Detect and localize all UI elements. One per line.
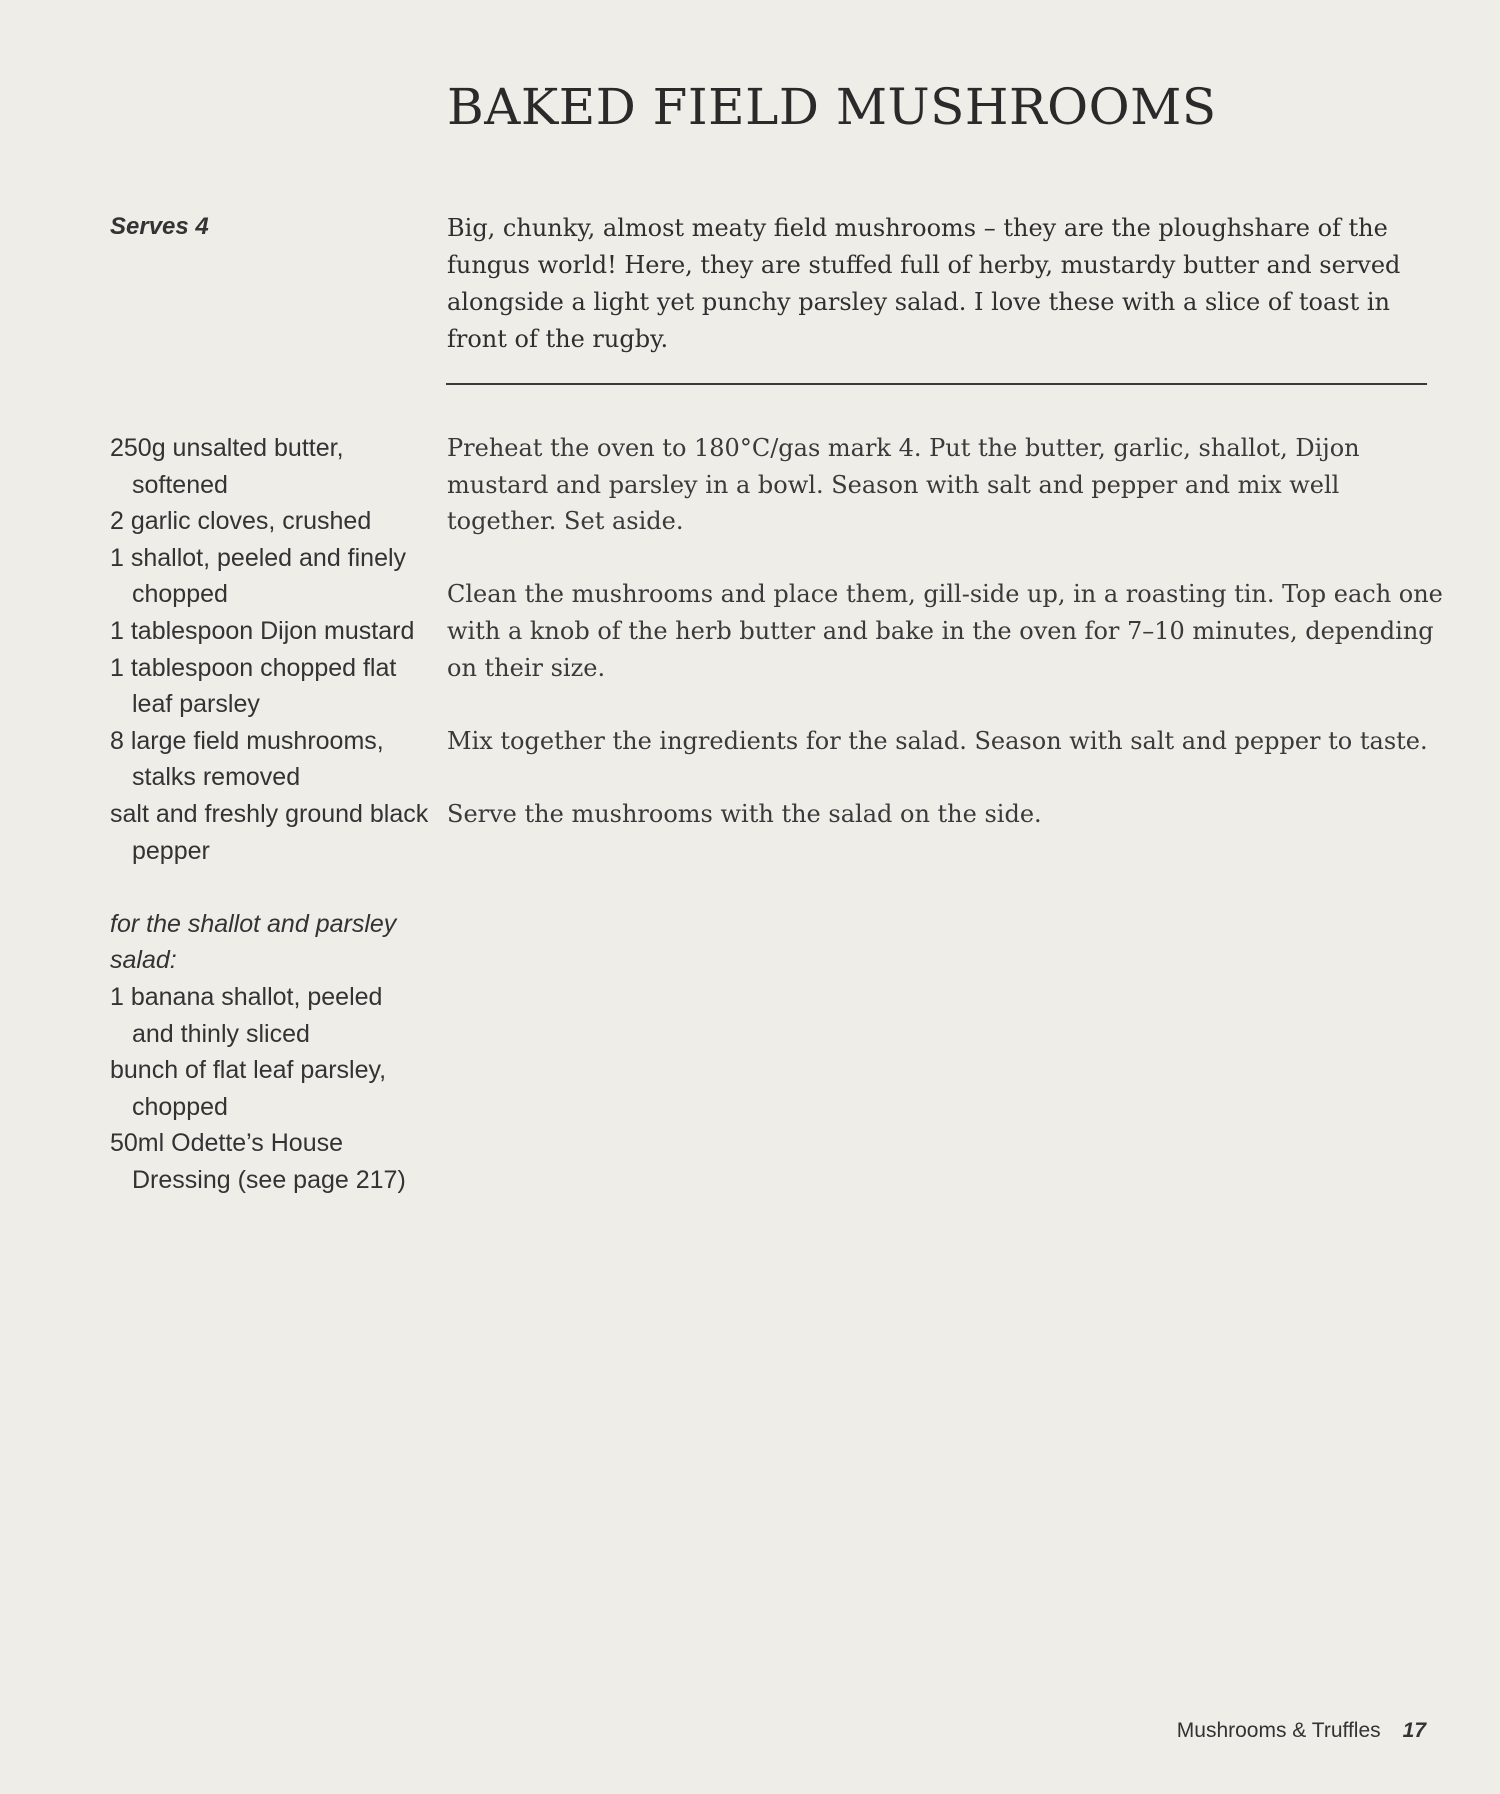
salad-ingredient-item: bunch of flat leaf parsley, chopped <box>110 1056 387 1121</box>
recipe-intro: Big, chunky, almost meaty field mushrooms – they are the ploughshare of the fungus world! Here, they are stuffed full of herby, mustardy butter and served alongside a light yet punchy parsley salad. I love these with a slice of toast in front of the rugby. <box>447 214 1401 353</box>
ingredient-item: 2 garlic cloves, crushed <box>110 507 372 536</box>
method-step: Preheat the oven to 180°C/gas mark 4. Put the butter, garlic, shallot, Dijon mustard and parsley in a bowl. Season with salt and pepper and mix well together. Set aside. <box>447 434 1360 536</box>
ingredient-item: salt and freshly ground black pepper <box>110 799 429 865</box>
serves-label: Serves 4 <box>110 213 209 240</box>
salad-subheading: for the shallot and parsley salad: <box>110 909 397 975</box>
divider-rule <box>446 383 1427 385</box>
ingredient-item: 8 large field mushrooms, stalks removed <box>110 726 384 792</box>
ingredients-list <box>110 430 430 1198</box>
method-steps <box>447 430 1447 869</box>
section-name: Mushrooms & Truffles <box>1176 1719 1381 1742</box>
recipe-title: BAKED FIELD MUSHROOMS <box>447 78 1217 136</box>
salad-ingredient-item: 1 banana shallot, peeled and thinly sliced <box>110 982 383 1048</box>
method-step: Clean the mushrooms and place them, gill-side up, in a roasting tin. Top each one with a knob of the herb butter and bake in the oven for 7–10 minutes, depending on their size. <box>447 580 1443 682</box>
method-step: Mix together the ingredients for the salad. Season with salt and pepper to taste. <box>447 726 1428 755</box>
salad-ingredient-item: 50ml Odette’s House Dressing (see page 217) <box>110 1129 406 1194</box>
page-number: 17 <box>1402 1719 1426 1742</box>
ingredient-item: 1 tablespoon chopped flat leaf parsley <box>110 653 397 719</box>
ingredient-item: 250g unsalted butter, softened <box>110 434 344 499</box>
ingredient-item: 1 shallot, peeled and finely chopped <box>110 543 407 609</box>
page-footer <box>1177 1719 1426 1743</box>
ingredient-item: 1 tablespoon Dijon mustard <box>110 616 415 645</box>
method-step: Serve the mushrooms with the salad on the side. <box>447 799 1042 828</box>
